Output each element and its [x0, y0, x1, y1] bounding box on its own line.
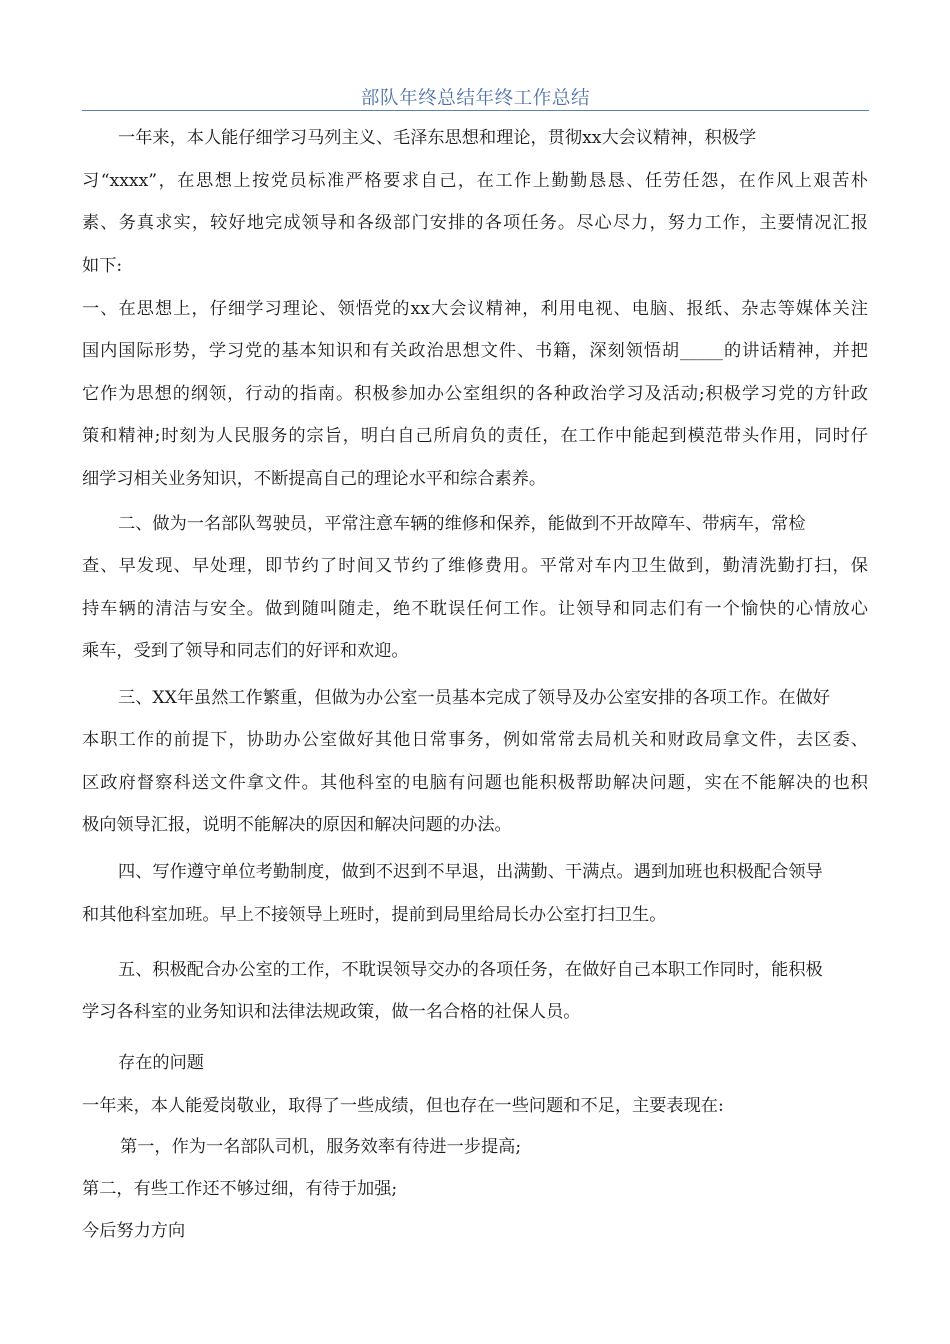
section-1-line-4: 策和精神;时刻为人民服务的宗旨，明白自己所肩负的责任，在工作中能起到模范带头作用，同时仔 [82, 426, 868, 446]
intro-line-4: 如下: [82, 256, 123, 276]
intro-line-3: 素、务真求实，较好地完成领导和各级部门安排的各项任务。尽心尽力，努力工作，主要情况汇报 [82, 213, 868, 233]
page-title: 部队年终总结年终工作总结 [360, 88, 591, 109]
section-4-line-1: 四、写作遵守单位考勤制度，做到不迟到不早退，出满勤、干满点。遇到加班也积极配合领导 [118, 862, 823, 882]
section-3-line-4: 极向领导汇报，说明不能解决的原因和解决问题的办法。 [82, 815, 512, 835]
section-1-line-2: 国内国际形势，学习党的基本知识和有关政治思想文件、书籍，深刻领悟胡_____的讲话精神，并把 [82, 341, 868, 361]
heading-future-direction: 今后努力方向 [82, 1221, 186, 1241]
section-3-line-2: 本职工作的前提下，协助办公室做好其他日常事务，例如常常去局机关和财政局拿文件，去区委、 [82, 730, 868, 750]
section-4-line-2: 和其他科室加班。早上不接领导上班时，提前到局里给局长办公室打扫卫生。 [82, 905, 667, 925]
problem-item-2: 第二，有些工作还不够过细，有待于加强; [82, 1179, 398, 1199]
section-2-line-1: 二、做为一名部队驾驶员，平常注意车辆的维修和保养，能做到不开故障车、带病车，常检 [118, 514, 806, 534]
section-2-line-2: 查、早发现、早处理，即节约了时间又节约了维修费用。平常对车内卫生做到，勤清洗勤打扫，保 [82, 556, 868, 576]
intro-line-1: 一年来，本人能仔细学习马列主义、毛泽东思想和理论，贯彻xx大会议精神，积极学 [118, 128, 757, 148]
section-1-line-3: 它作为思想的纲领，行动的指南。积极参加办公室组织的各种政治学习及活动;积极学习党的方针政 [82, 384, 868, 404]
section-3-line-1: 三、XX年虽然工作繁重，但做为办公室一员基本完成了领导及办公室安排的各项工作。在做好 [118, 688, 830, 708]
section-1-line-5: 细学习相关业务知识，不断提高自己的理论水平和综合素养。 [82, 469, 547, 489]
page-header [82, 78, 869, 111]
section-3-line-3: 区政府督察科送文件拿文件。其他科室的电脑有问题也能积极帮助解决问题，实在不能解决的也积 [82, 773, 868, 793]
section-5-line-2: 学习各科室的业务知识和法律法规政策，做一名合格的社保人员。 [82, 1002, 581, 1022]
problems-intro: 一年来，本人能爱岗敬业，取得了一些成绩，但也存在一些问题和不足，主要表现在: [82, 1096, 724, 1116]
section-2-line-3: 持车辆的清洁与安全。做到随叫随走，绝不耽误任何工作。让领导和同志们有一个愉快的心情放心 [82, 599, 868, 619]
section-5-line-1: 五、积极配合办公室的工作，不耽误领导交办的各项任务，在做好自己本职工作同时，能积极 [118, 960, 823, 980]
intro-line-2: 习“xxxx”，在思想上按党员标准严格要求自己，在工作上勤勤恳恳、任劳任怨，在作风上艰苦朴 [82, 171, 868, 191]
heading-existing-problems: 存在的问题 [118, 1053, 204, 1073]
section-1-line-1: 一、在思想上，仔细学习理论、领悟党的xx大会议精神，利用电视、电脑、报纸、杂志等媒体关注 [82, 299, 868, 319]
section-2-line-4: 乘车，受到了领导和同志们的好评和欢迎。 [82, 641, 409, 661]
problem-item-1: 第一，作为一名部队司机，服务效率有待进一步提高; [120, 1137, 522, 1157]
